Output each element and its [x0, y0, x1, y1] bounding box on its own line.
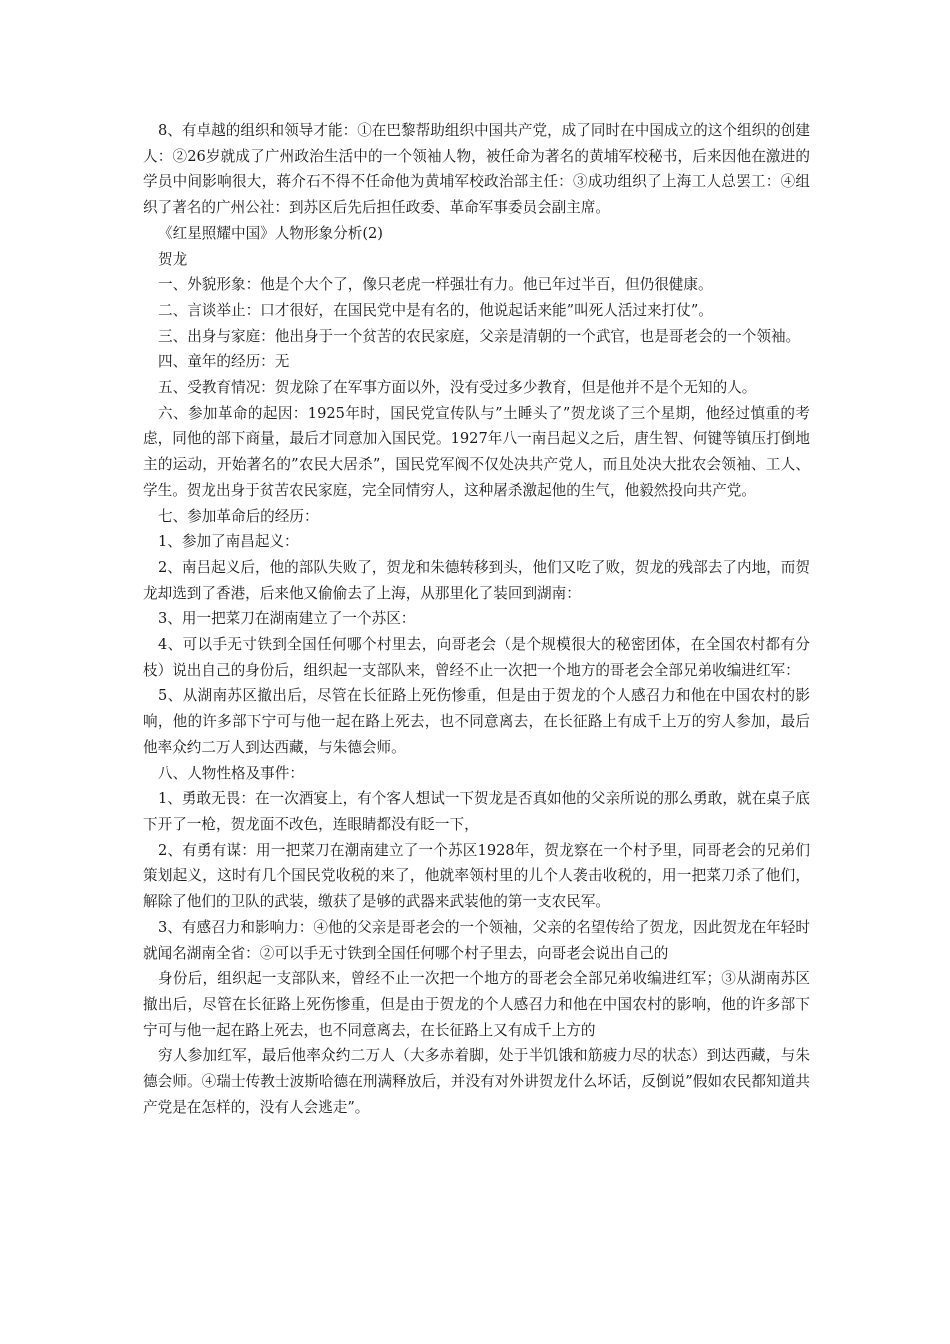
- paragraph-8-leadership: 8、有卓越的组织和领导才能：①在巴黎帮助组织中国共产党，成了同时在中国成立的这个组织的创建人：②26岁就成了广州政治生活中的一个领袖人物，被任命为著名的黄埔军校秘书，后来因他在激进的学员中间影响很大，蒋介石不得不任命他为黄埔军校政治部主任：③成功组织了上海工人总罢工：④组织了著名的广州公社：到苏区后先后担任政委、革命军事委员会副主席。: [143, 122, 810, 217]
- paragraph-education: 五、受教育情况：贺龙除了在军事方面以外，没有受过多少教育，但是他并不是个无知的人。: [158, 379, 757, 397]
- paragraph-revolution-experience: 七、参加革命后的经历：: [158, 507, 319, 525]
- list-item: 2、有勇有谋：用一把菜刀在潮南建立了一个苏区1928年，贺龙察在一个村予里，同哥老会的兄弟们策划起义，这时有几个国民党收税的来了，他就率领村里的儿个人袭击收税的，用一把菜刀杀了他们，解除了他们的卫队的武装，缴获了是够的武器来武装他的第一支农民军。: [143, 841, 810, 911]
- list-item: 1、勇敢无畏：在一次酒宴上，有个客人想试一下贺龙是否真如他的父亲所说的那么勇敢，就在桌子底下开了一枪，贺龙面不改色，连眼睛都没有眨一下，: [143, 790, 810, 833]
- list-item: 3、有感召力和影响力：④他的父亲是哥老会的一个领袖，父亲的名望传给了贺龙，因此贺龙在年轻时就闻名湖南全省：②可以手无寸铁到全国任何哪个村子里去，向哥老会说出自己的: [143, 918, 810, 962]
- paragraph-speech: 二、言谈举止：口才很好，在国民党中是有名的，他说起话来能”叫死人活过来打仗”。: [158, 301, 713, 319]
- person-name: 贺龙: [158, 250, 188, 268]
- paragraph-childhood: 四、童年的经历：无: [158, 353, 290, 371]
- list-item-continuation: 身份后，组织起一支部队来，曾经不止一次把一个地方的哥老会全部兄弟收编进红军；③从湖南苏区撤出后，尽管在长征路上死伤惨重，但是由于贺龙的个人感召力和他在中国农村的影响，他的许多部下宁可与他一起在路上死去，也不同意离去，在长征路上又有成千上方的: [143, 970, 810, 1039]
- paragraph-revolution-cause: 六、参加革命的起因：1925年时，国民党宣传队与”土睡头了”贺龙谈了三个星期，他经过慎重的考虑，同他的部下商量，最后才同意加入国民党。1927年八一南吕起义之后，唐生智、何键等镇压打倒地主的运动，开始著名的”农民大居杀”，国民党军阀不仅处决共产党人，而且处决大批农会领袖、工人、学生。贺龙出身于贫苦农民家庭，完全同情穷人，这种屠杀激起他的生气，他毅然投向共产党。: [143, 404, 810, 499]
- list-item: 1、参加了南昌起义：: [158, 533, 299, 551]
- paragraph-origin: 三、出身与家庭：他出身于一个贫苦的农民家庭，父亲是清朝的一个武官，也是哥老会的一个领袖。: [158, 327, 801, 345]
- paragraph-appearance: 一、外貌形象：他是个大个了，像只老虎一样强壮有力。他已年过半百，但仍很健康。: [158, 276, 713, 294]
- document-body: [143, 118, 810, 1120]
- list-item: 5、从湖南苏区撤出后，尽管在长征路上死伤惨重，但是由于贺龙的个人感召力和他在中国农村的影响，他的许多部下宁可与他一起在路上死去，也不同意离去，在长征路上有成千上万的穷人参加，最后他率众约二万人到达西藏，与朱德会师。: [143, 687, 810, 756]
- list-item: 3、用一把菜刀在湖南建立了一个苏区：: [158, 610, 416, 628]
- list-item-continuation: 穷人参加红军，最后他率众约二万人（大多赤着脚，处于半饥饿和筋疲力尽的状态）到达西藏，与朱德会师。④瑞士传教士波斯哈德在刑满释放后，并没有对外讲贺龙什么坏话，反倒说”假如农民都知道共产党是在怎样的，没有人会逃走”。: [143, 1047, 810, 1116]
- list-item: 4、可以手无寸铁到全国任何哪个村里去，向哥老会（是个规模很大的秘密团体，在全国农村都有分枝）说出自己的身份后，组织起一支部队来，曾经不止一次把一个地方的哥老会全部兄弟收编进红军：: [143, 636, 810, 679]
- paragraph-character: 八、人物性格及事件：: [158, 764, 304, 782]
- list-item: 2、南吕起义后，他的部队失败了，贺龙和朱德转移到头，他们又吃了败，贺龙的残部去了内地，而贺龙却选到了香港，后来他又偷偷去了上海，从那里化了装回到湖南：: [143, 558, 810, 602]
- section-title: 《红星照耀中国》人物形象分析(2): [158, 224, 383, 242]
